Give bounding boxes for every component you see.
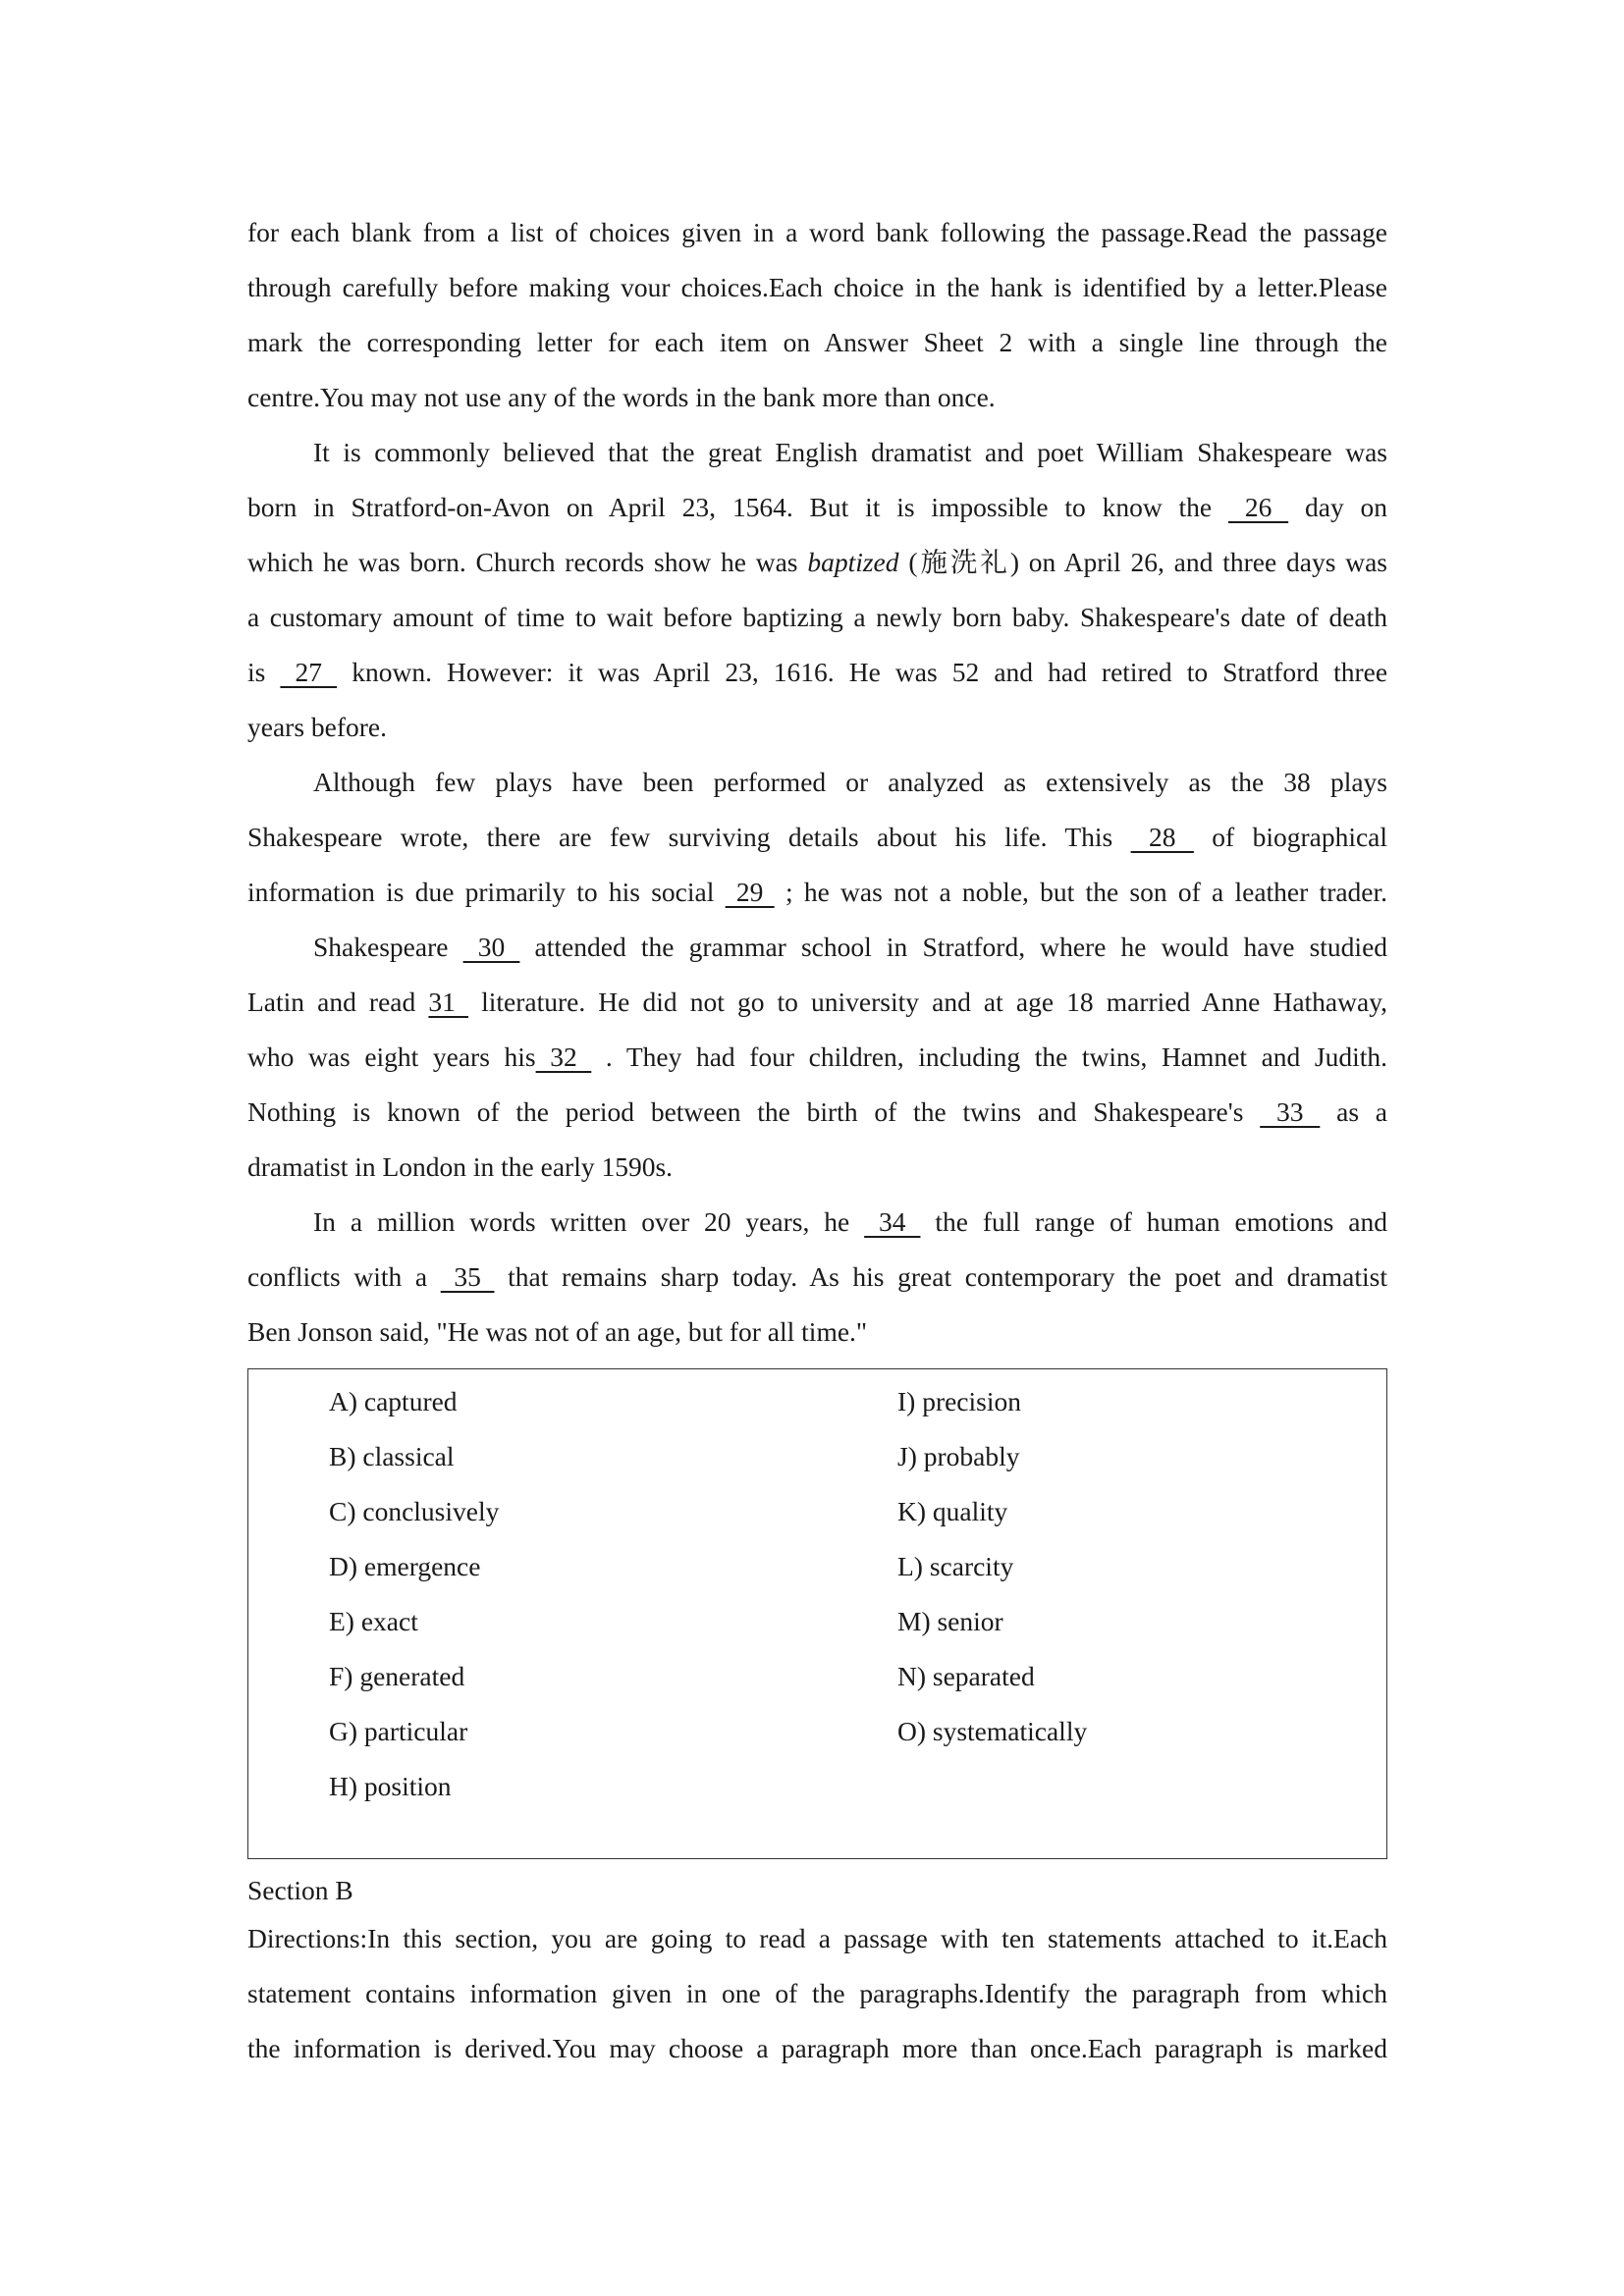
choice-k: K) quality <box>897 1496 1008 1526</box>
choice-i: I) precision <box>897 1386 1021 1416</box>
choice-g: G) particular <box>329 1716 468 1746</box>
choice-c: C) conclusively <box>329 1496 500 1526</box>
passage-paragraph-3 <box>247 927 1387 1201</box>
passage-line <box>247 1037 1387 1092</box>
section-b-line: statement contains information given in one of the paragraphs.Identify the paragraph from which <box>247 1978 1387 2008</box>
intro-line: centre.You may not use any of the words in the bank more than once. <box>247 382 996 412</box>
blank-26: 26 <box>1227 492 1289 522</box>
choice-d: D) emergence <box>329 1551 481 1581</box>
text-run: ; he was not a noble, but the son of a leather trader. <box>785 877 1388 907</box>
section-b-line: the information is derived.You may choose a paragraph more than once.Each paragraph is marked <box>247 2033 1387 2063</box>
text-run: Shakespeare wrote, there are few surviving details about his life. This <box>247 822 1113 852</box>
choice-m: M) senior <box>897 1606 1003 1636</box>
passage-line: Ben Jonson said, "He was not of an age, but for all time." <box>247 1316 868 1347</box>
choice-a: A) captured <box>329 1386 458 1416</box>
passage-paragraph-2 <box>247 762 1387 927</box>
text-run: Nothing is known of the period between the birth of the twins and Shakespeare's <box>247 1096 1244 1127</box>
text-run: In a million words written over 20 years, he <box>313 1206 850 1237</box>
text-run: attended the grammar school in Stratford, where he would have studied <box>534 932 1388 962</box>
blank-34: 34 <box>864 1206 921 1237</box>
text-run: known. However: it was April 23, 1616. He was 52 and had retired to Stratford three <box>352 657 1388 687</box>
passage-line <box>247 927 1387 982</box>
choice-f: F) generated <box>329 1661 465 1691</box>
blank-28: 28 <box>1130 822 1194 852</box>
passage-line <box>247 982 1387 1037</box>
blank-27: 27 <box>280 657 338 687</box>
document-page <box>247 212 1387 2083</box>
passage-line <box>247 817 1387 872</box>
blank-35: 35 <box>440 1261 495 1292</box>
passage-paragraph-1 <box>247 432 1387 762</box>
text-run: day on <box>1305 492 1388 522</box>
intro-line: through carefully before making vour choices.Each choice in the hank is identified by a letter.Please <box>247 272 1387 302</box>
text-run: of biographical <box>1212 822 1388 852</box>
intro-line: mark the corresponding letter for each item on Answer Sheet 2 with a single line through the <box>247 327 1387 357</box>
passage-line: Although few plays have been performed or analyzed as extensively as the 38 plays <box>313 767 1387 797</box>
choice-j: J) probably <box>897 1441 1020 1471</box>
blank-31: 31 <box>428 987 468 1017</box>
text-run: Shakespeare <box>313 932 449 962</box>
passage-line: a customary amount of time to wait before baptizing a newly born baby. Shakespeare's date of death <box>247 602 1387 632</box>
word-bank-right-column <box>897 1381 1087 1766</box>
blank-32: 32 <box>535 1041 592 1072</box>
text-run: which he was born. Church records show he was <box>247 547 798 577</box>
italic-term: baptized <box>807 547 899 577</box>
passage-line <box>247 487 1387 542</box>
text-run: Latin and read <box>247 987 416 1017</box>
passage-line <box>247 652 1387 707</box>
text-run: that remains sharp today. As his great contemporary the poet and dramatist <box>508 1261 1387 1292</box>
passage-line: It is commonly believed that the great English dramatist and poet William Shakespeare was <box>313 437 1387 467</box>
passage-line <box>247 872 1387 927</box>
passage-line <box>247 1092 1387 1147</box>
choice-o: O) systematically <box>897 1716 1088 1746</box>
text-run: who was eight years his <box>247 1041 536 1072</box>
choice-e: E) exact <box>329 1606 418 1636</box>
passage-paragraph-4 <box>247 1201 1387 1366</box>
section-b <box>247 1863 1387 2083</box>
intro-directions <box>247 212 1387 432</box>
passage-line <box>247 1201 1387 1256</box>
passage-line: dramatist in London in the early 1590s. <box>247 1151 674 1182</box>
section-b-line: Directions:In this section, you are going to read a passage with ten statements attached to it.Each <box>247 1923 1387 1953</box>
choice-b: B) classical <box>329 1441 455 1471</box>
passage-line: years before. <box>247 712 387 742</box>
text-run: information is due primarily to his social <box>247 877 715 907</box>
text-run: the full range of human emotions and <box>935 1206 1387 1237</box>
passage-line <box>247 542 1387 597</box>
choice-l: L) scarcity <box>897 1551 1014 1581</box>
blank-30: 30 <box>462 932 520 962</box>
text-run: born in Stratford-on-Avon on April 23, 1564. But it is impossible to know the <box>247 492 1213 522</box>
text-run: (施洗礼) on April 26, and three days was <box>908 547 1388 577</box>
intro-line: for each blank from a list of choices given in a word bank following the passage.Read the passage <box>247 217 1387 247</box>
blank-29: 29 <box>725 877 775 907</box>
text-run: is <box>247 657 266 687</box>
text-run: conflicts with a <box>247 1261 428 1292</box>
text-run: literature. He did not go to university and at age 18 married Anne Hathaway, <box>481 987 1388 1017</box>
text-run: as a <box>1336 1096 1388 1127</box>
section-heading: Section B <box>247 1875 353 1905</box>
text-run: . They had four children, including the twins, Hamnet and Judith. <box>605 1041 1388 1072</box>
choice-n: N) separated <box>897 1661 1035 1691</box>
word-bank-left-column <box>329 1381 499 1821</box>
blank-33: 33 <box>1260 1096 1321 1127</box>
passage-line <box>247 1256 1387 1311</box>
word-bank-box <box>247 1368 1387 1859</box>
choice-h: H) position <box>329 1771 452 1801</box>
